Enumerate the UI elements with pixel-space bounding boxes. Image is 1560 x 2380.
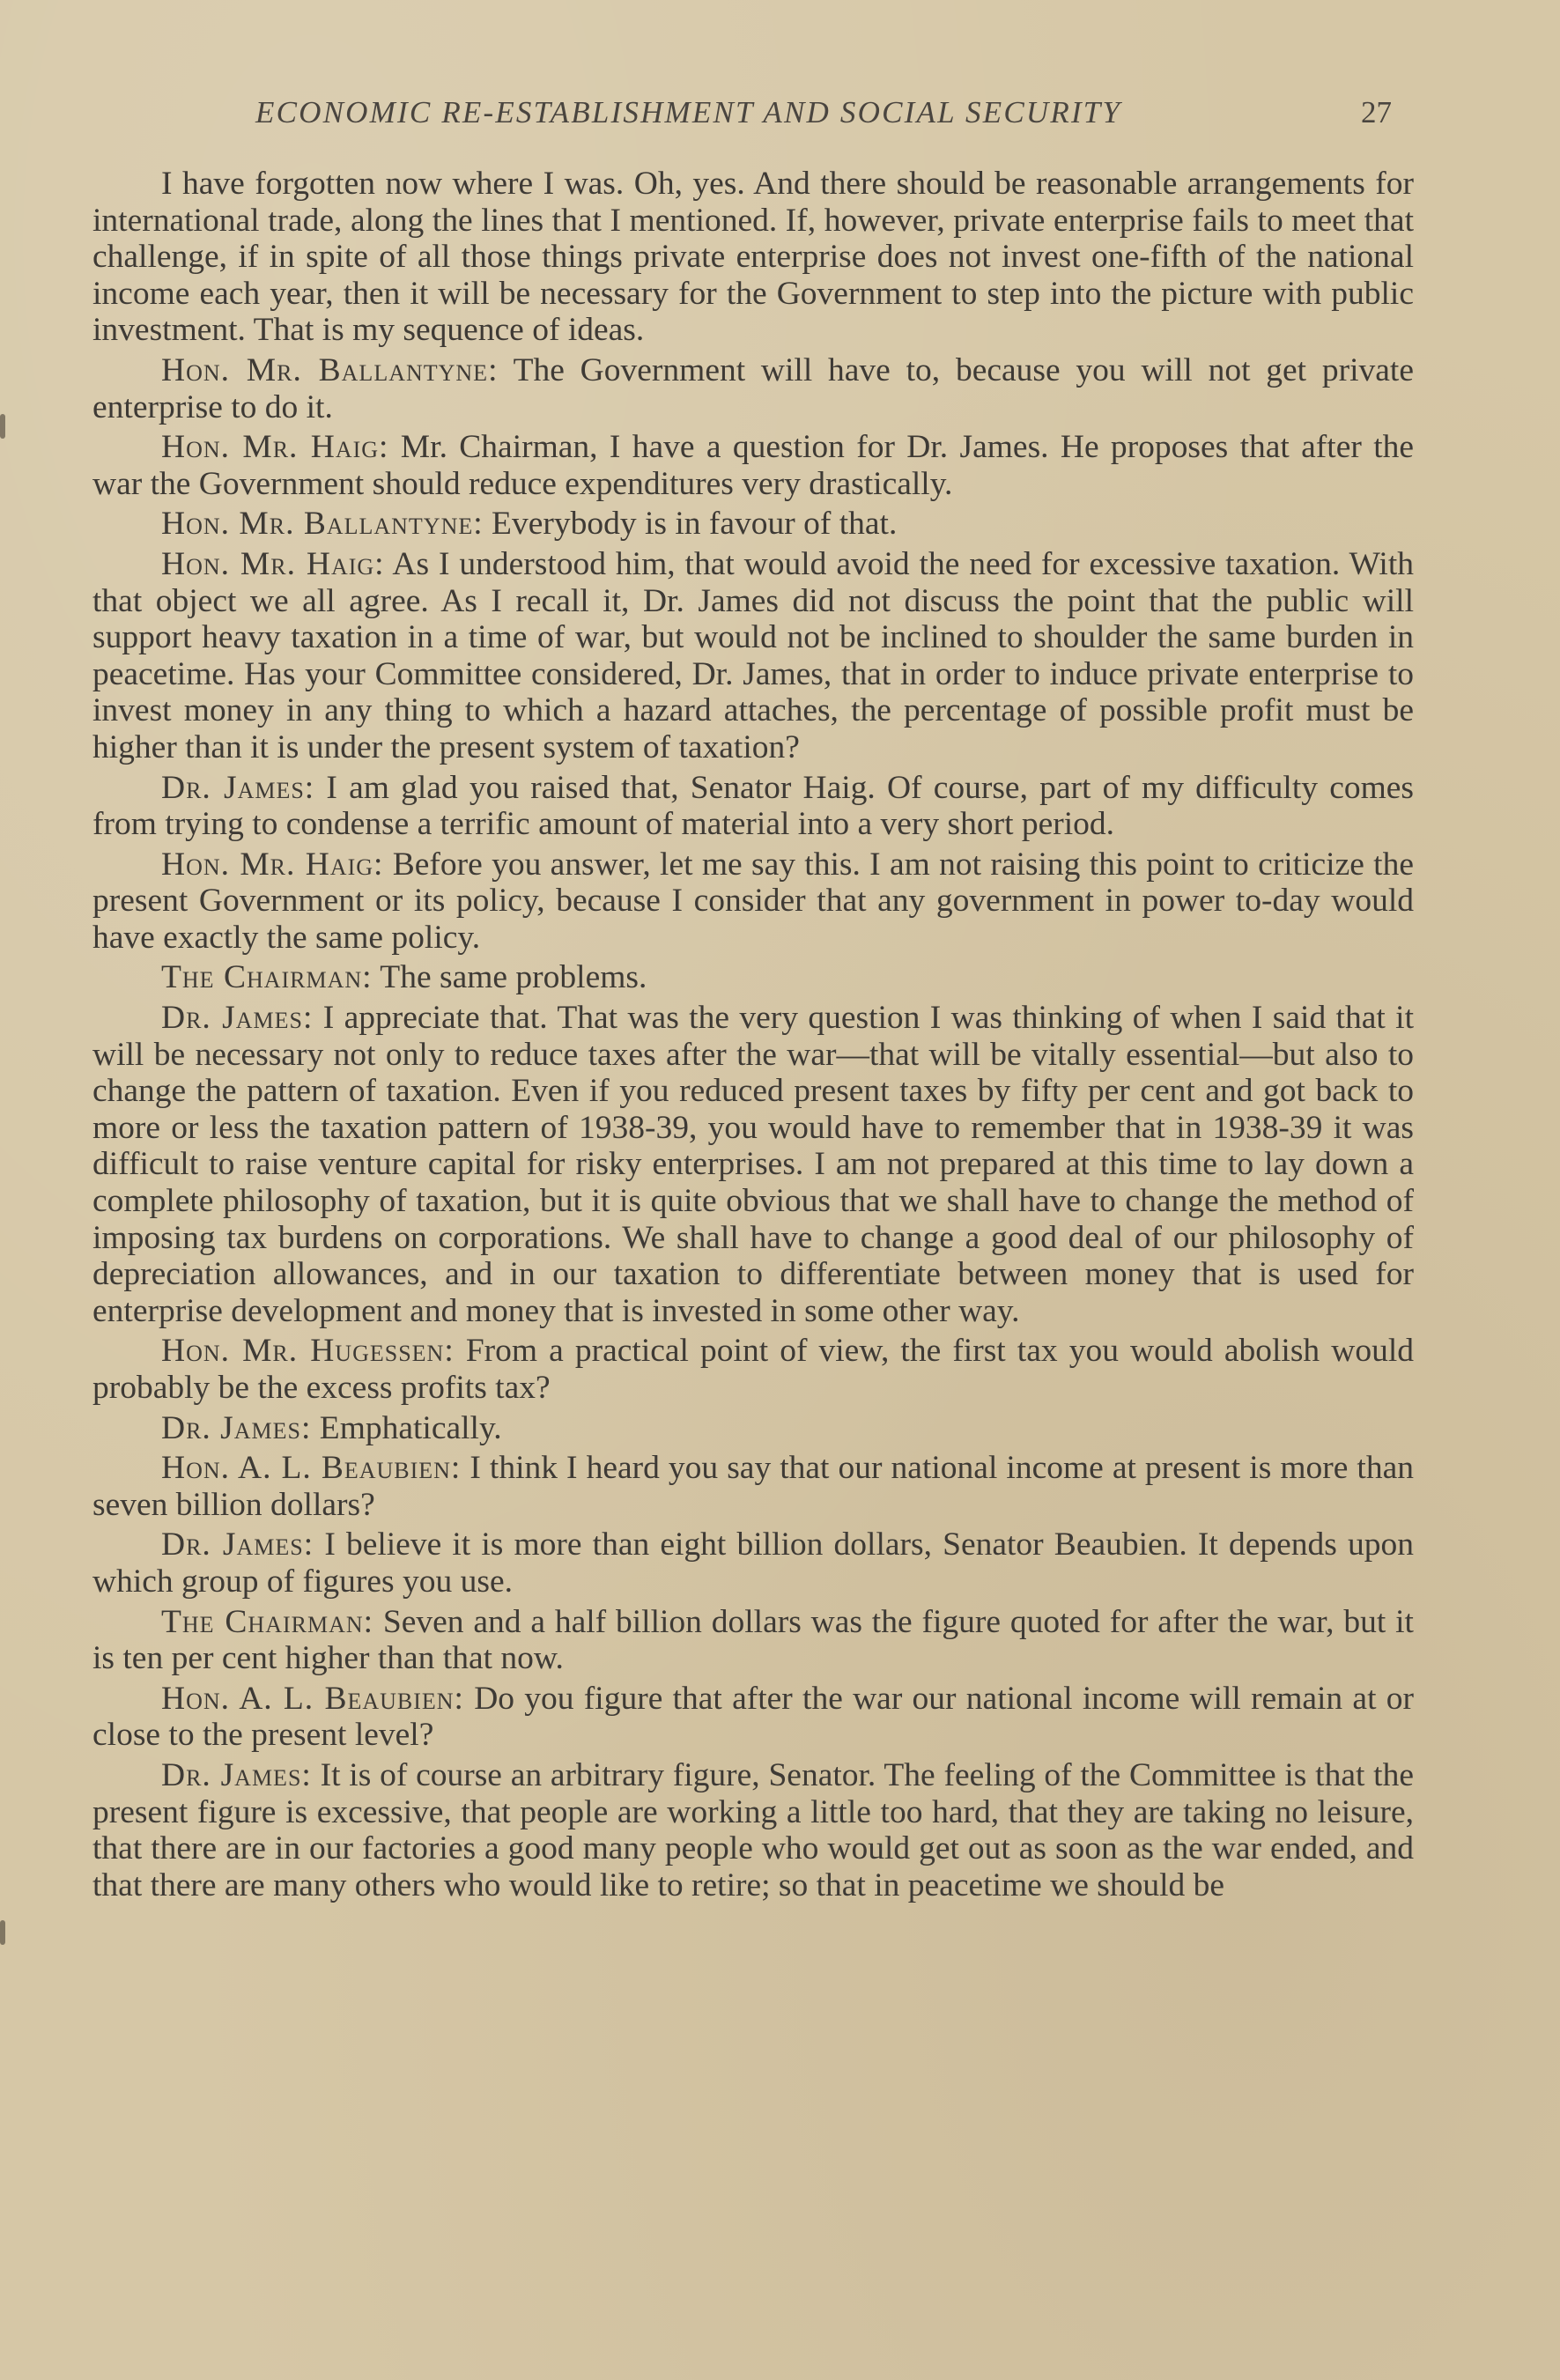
paragraph bbox=[92, 959, 1414, 996]
paragraph bbox=[92, 1681, 1414, 1754]
page-edge-mark bbox=[0, 1920, 5, 1945]
page-edge-mark bbox=[0, 414, 5, 439]
speaker-name: Hon. Mr. Haig: bbox=[161, 846, 384, 883]
paragraph-text: Seven and a half billion dollars was the figure quoted for after the war, but it is ten per cent higher than that now. bbox=[92, 1603, 1414, 1677]
paragraph bbox=[92, 546, 1414, 766]
speaker-name: Hon. A. L. Beaubien: bbox=[161, 1450, 462, 1487]
page-number: 27 bbox=[1361, 95, 1392, 129]
paragraph-text: Emphatically. bbox=[311, 1409, 502, 1446]
speaker-name: Hon. Mr. Haig: bbox=[161, 429, 389, 466]
speaker-name: Hon. Mr. Ballantyne: bbox=[161, 351, 499, 388]
speaker-name: The Chairman: bbox=[161, 959, 373, 996]
paragraph-text: I have forgotten now where I was. Oh, yes. And there should be reasonable arrangements for international trade, along the lines that I mentioned. If, however, private enterprise fails to meet that challenge, if in spite of all those things private enterprise does not invest one-fifth of the national income each year, then it will be necessary for the Government to step into the picture with public investment. That is my sequence of ideas. bbox=[92, 166, 1414, 349]
paragraph-text: From a practical point of view, the first tax you would abolish would probably be the excess profits tax? bbox=[92, 1333, 1414, 1406]
paragraph-text: Mr. Chairman, I have a question for Dr. James. He proposes that after the war the Government should reduce expenditures very drastically. bbox=[92, 429, 1415, 502]
speaker-name: Hon. Mr. Haig: bbox=[161, 545, 385, 582]
paragraph-text: The Government will have to, because you will not get private enterprise to do it. bbox=[92, 351, 1414, 425]
paragraph-text: Do you figure that after the war our national income will remain at or close to the present level? bbox=[92, 1680, 1414, 1754]
paragraph bbox=[92, 846, 1414, 957]
speaker-name: Hon. A. L. Beaubien: bbox=[161, 1680, 464, 1717]
paragraph bbox=[92, 1333, 1414, 1406]
paragraph-text: I think I heard you say that our national income at present is more than seven billion dollars? bbox=[92, 1450, 1414, 1523]
speaker-name: Dr. James: bbox=[161, 1000, 314, 1037]
speaker-name: The Chairman: bbox=[161, 1603, 374, 1640]
paragraph-text: Before you answer, let me say this. I am not raising this point to criticize the present Government or its policy, because I consider that any government in power to-day would have exactly the same policy. bbox=[92, 846, 1414, 956]
paragraph-text: Everybody is in favour of that. bbox=[483, 506, 898, 543]
paragraph bbox=[92, 166, 1414, 349]
paragraph bbox=[92, 770, 1414, 843]
paragraph bbox=[92, 352, 1414, 425]
speaker-name: Hon. Mr. Ballantyne: bbox=[161, 506, 484, 543]
paragraph bbox=[92, 506, 1414, 543]
body-text bbox=[92, 166, 1414, 1907]
paragraph bbox=[92, 429, 1414, 502]
paragraph-text: I am glad you raised that, Senator Haig. Of course, part of my difficulty comes from trying to condense a terrific amount of material into a very short period. bbox=[92, 769, 1414, 843]
paragraph-text: As I understood him, that would avoid the need for excessive taxation. With that object we all agree. As I recall it, Dr. James did not discuss the point that the public will support heavy taxation in a time of war, but would not be inclined to shoulder the same burden in peacetime. Has your Committee considered, Dr. James, that in order to induce private enterprise to invest money in any thing to which a hazard attaches, the percentage of possible profit must be higher than it is under the present system of taxation? bbox=[92, 545, 1415, 765]
paragraph bbox=[92, 1410, 1414, 1447]
paragraph bbox=[92, 1000, 1414, 1329]
speaker-name: Dr. James: bbox=[161, 1756, 312, 1793]
paragraph-text: I appreciate that. That was the very question I was thinking of when I said that it will be necessary not only to reduce taxes after the war—that will be vitally essential—but also to change the pattern of taxation. Even if you reduced present taxes by fifty per cent and got back to more or less the taxation pattern of 1938-39, you would have to remember that in 1938-39 it was difficult to raise venture capital for risky enterprises. I am not prepared at this time to lay down a complete philosophy of taxation, but it is quite obvious that we shall have to change the method of imposing tax burdens on corporations. We shall have to change a good deal of our philosophy of depreciation allowances, and in our taxation to differentiate between money that is used for enterprise development and money that is invested in some other way. bbox=[92, 1000, 1414, 1329]
speaker-name: Dr. James: bbox=[161, 1409, 312, 1446]
paragraph bbox=[92, 1450, 1414, 1523]
paragraph-text: It is of course an arbitrary figure, Senator. The feeling of the Committee is that the present figure is excessive, that people are working a little too hard, that they are taking no leisure, that there are in our factories a good many people who would get out as soon as the war ended, and that there are many others who would like to retire; so that in peacetime we should be bbox=[92, 1756, 1414, 1903]
speaker-name: Hon. Mr. Hugessen: bbox=[161, 1333, 455, 1370]
paragraph-text: The same problems. bbox=[372, 959, 647, 996]
paragraph bbox=[92, 1526, 1414, 1600]
paragraph bbox=[92, 1757, 1414, 1903]
speaker-name: Dr. James: bbox=[161, 1526, 314, 1563]
paragraph bbox=[92, 1604, 1414, 1677]
running-head bbox=[0, 95, 1560, 139]
speaker-name: Dr. James: bbox=[161, 769, 315, 806]
paragraph-text: I believe it is more than eight billion dollars, Senator Beaubien. It depends upon which group of figures you use. bbox=[92, 1526, 1414, 1600]
running-title: ECONOMIC RE-ESTABLISHMENT AND SOCIAL SECURITY bbox=[255, 95, 1122, 129]
